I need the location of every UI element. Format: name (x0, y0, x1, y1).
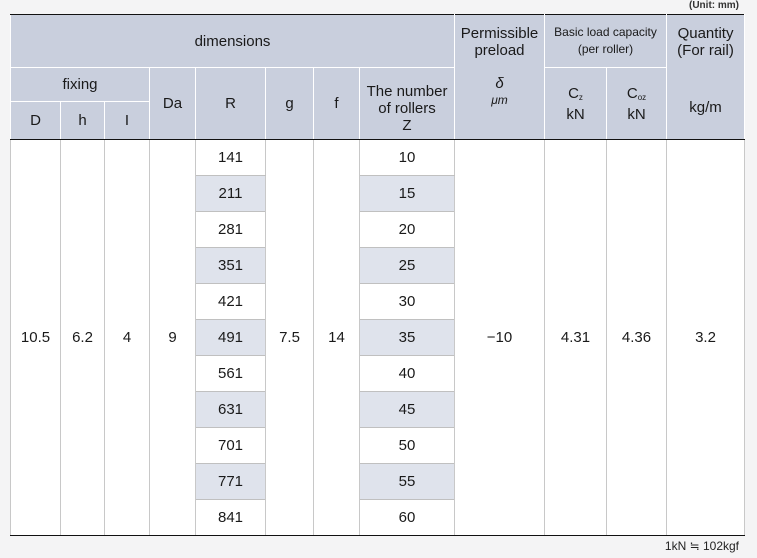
value-R: 141 (196, 140, 266, 176)
col-Z: Z (402, 117, 412, 134)
value-R: 491 (196, 320, 266, 356)
col-g: g (266, 68, 314, 140)
col-f: f (314, 68, 360, 140)
value-R: 351 (196, 248, 266, 284)
value-g: 7.5 (266, 140, 314, 536)
value-h: 6.2 (61, 140, 105, 536)
col-Coz: $C_{oz}$ kN (607, 68, 667, 140)
unit-label: (Unit: mm) (689, 0, 739, 11)
value-R: 701 (196, 428, 266, 464)
value-Cz: 4.31 (545, 140, 607, 536)
value-D: 10.5 (11, 140, 61, 536)
value-R: 211 (196, 176, 266, 212)
value-Z: 55 (360, 464, 455, 500)
value-R: 631 (196, 392, 266, 428)
permissible-preload-header: Permissible preload δ μm (455, 15, 545, 140)
value-Z: 45 (360, 392, 455, 428)
basic-load-capacity-header: Basic load capacity (per roller) (545, 15, 667, 68)
value-f: 14 (314, 140, 360, 536)
value-Z: 40 (360, 356, 455, 392)
value-R: 281 (196, 212, 266, 248)
value-I: 4 (105, 140, 150, 536)
value-Coz: 4.36 (607, 140, 667, 536)
col-D: D (11, 102, 61, 140)
delta-symbol: δ (495, 75, 504, 92)
footnote: 1kN ≒ 102kgf (664, 539, 739, 553)
delta-unit: μm (491, 93, 508, 107)
value-R: 841 (196, 500, 266, 536)
fixing-header: fixing (11, 68, 150, 102)
value-R: 561 (196, 356, 266, 392)
rollers-header: The number of rollers Z (360, 68, 455, 140)
value-Z: 30 (360, 284, 455, 320)
value-preload: −10 (455, 140, 545, 536)
value-R: 771 (196, 464, 266, 500)
value-Z: 10 (360, 140, 455, 176)
dimensions-header: dimensions (11, 15, 455, 68)
value-Da: 9 (150, 140, 196, 536)
quantity-header: Quantity (For rail) kg/m (667, 15, 745, 140)
specification-table (10, 14, 745, 536)
value-Z: 50 (360, 428, 455, 464)
value-R: 421 (196, 284, 266, 320)
value-Z: 35 (360, 320, 455, 356)
col-Cz: $C_z$ kN (545, 68, 607, 140)
table-row (11, 140, 745, 176)
col-h: h (61, 102, 105, 140)
quantity-unit: kg/m (689, 99, 722, 116)
col-R: R (196, 68, 266, 140)
value-quantity: 3.2 (667, 140, 745, 536)
value-Z: 15 (360, 176, 455, 212)
col-Da: Da (150, 68, 196, 140)
value-Z: 60 (360, 500, 455, 536)
value-Z: 20 (360, 212, 455, 248)
value-Z: 25 (360, 248, 455, 284)
col-I: I (105, 102, 150, 140)
